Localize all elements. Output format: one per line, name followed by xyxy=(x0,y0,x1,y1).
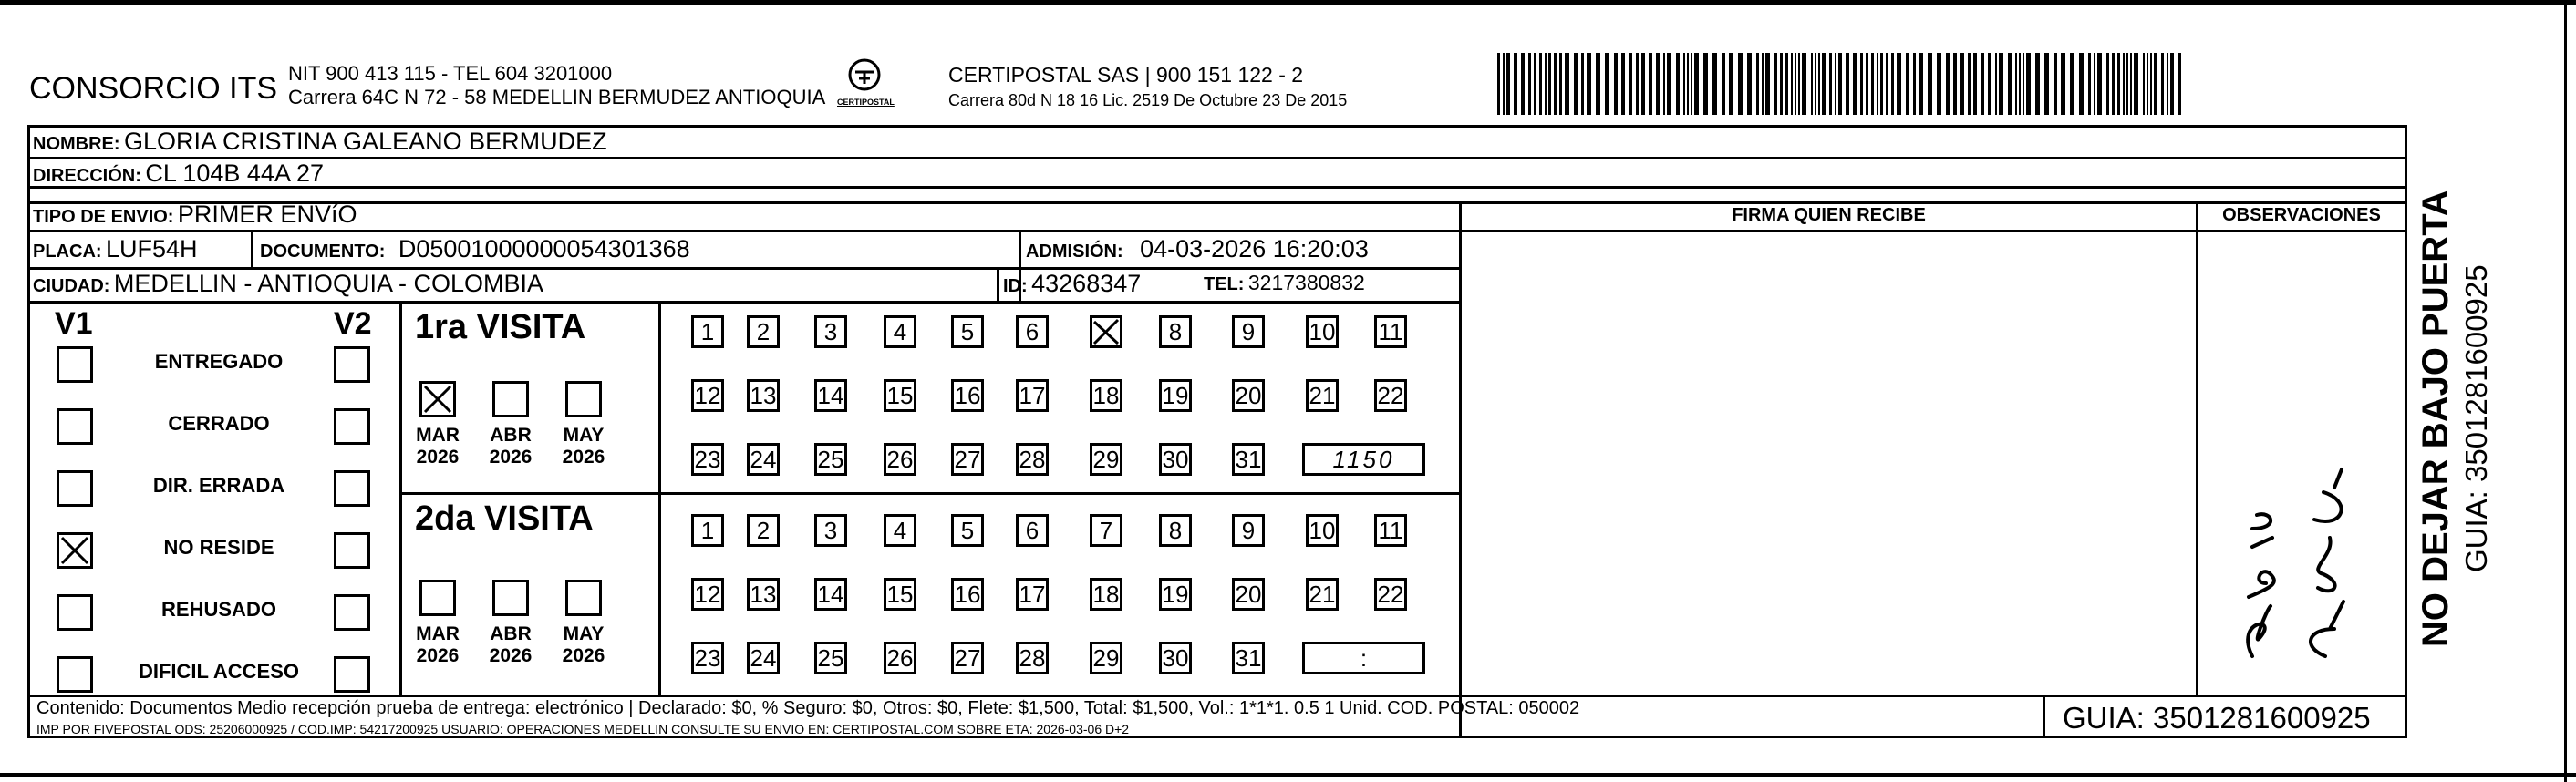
day-box[interactable]: 11 xyxy=(1374,514,1407,547)
status-divider xyxy=(399,301,402,697)
form-left-line xyxy=(27,125,30,738)
day-box[interactable]: 12 xyxy=(691,578,724,611)
day-box[interactable]: 28 xyxy=(1016,443,1049,476)
barcode-bar xyxy=(1877,53,1878,115)
handwritten-signature xyxy=(2216,401,2380,674)
barcode-bar xyxy=(1937,53,1941,115)
month-label xyxy=(483,425,538,468)
footer-top-line xyxy=(27,695,2407,697)
barcode-bar xyxy=(1656,53,1660,115)
side-warning: NO DEJAR BAJO PUERTA xyxy=(2416,190,2456,647)
day-box[interactable]: 26 xyxy=(884,443,916,476)
barcode-bar xyxy=(1756,53,1759,115)
day-box[interactable]: 18 xyxy=(1090,379,1122,412)
barcode-bar xyxy=(1534,53,1536,115)
day-box[interactable]: 14 xyxy=(814,379,847,412)
month-year: 2026 xyxy=(489,645,533,666)
barcode-bar xyxy=(1497,53,1500,115)
city-field xyxy=(33,270,543,298)
month-name: MAY xyxy=(563,623,605,644)
name-value: GLORIA CRISTINA GALEANO BERMUDEZ xyxy=(124,128,607,155)
day-box[interactable]: 16 xyxy=(951,578,984,611)
barcode-bar xyxy=(2008,53,2012,115)
footer-print-info: IMP POR FIVEPOSTAL ODS: 25206000925 / COD.IMP: 54217200925 USUARIO: OPERACIONES MEDELLIN CONSULTE SU ENVIO EN: CERTIPOSTAL.COM SOBRE ETA: 2026-03-06 D+2 xyxy=(36,722,1130,736)
day-box[interactable]: 25 xyxy=(814,443,847,476)
barcode-bar xyxy=(2130,53,2132,115)
status-v2-checkbox[interactable] xyxy=(334,532,370,569)
barcode-bar xyxy=(2161,53,2164,115)
barcode-bar xyxy=(1521,53,1525,115)
barcode-bar xyxy=(1891,53,1894,115)
barcode-bar xyxy=(2106,53,2109,115)
month-checkbox[interactable] xyxy=(492,381,529,417)
row-line-4 xyxy=(27,230,2407,232)
status-v2-checkbox[interactable] xyxy=(334,594,370,631)
status-v1-checkbox[interactable] xyxy=(57,594,93,631)
barcode-bar xyxy=(2035,53,2040,115)
day-box[interactable]: 15 xyxy=(884,578,916,611)
day-box[interactable]: 17 xyxy=(1016,578,1049,611)
barcode-bar xyxy=(1866,53,1868,115)
visits-divider xyxy=(399,492,1461,495)
row-line-2 xyxy=(27,186,2407,189)
barcode-bar xyxy=(1818,53,1820,115)
city-value: MEDELLIN - ANTIOQUIA - COLOMBIA xyxy=(113,270,543,297)
day-box[interactable]: 8 xyxy=(1159,315,1192,348)
status-v2-checkbox[interactable] xyxy=(334,408,370,445)
day-box[interactable]: 1 xyxy=(691,315,724,348)
carrier-license: Carrera 80d N 18 16 Lic. 2519 De Octubre 23 De 2015 xyxy=(948,91,1348,109)
barcode-bar xyxy=(1539,53,1542,115)
barcode-bar xyxy=(2094,53,2095,115)
plate-divider xyxy=(251,230,253,267)
day-box[interactable]: 29 xyxy=(1090,443,1122,476)
barcode-bar xyxy=(2088,53,2091,115)
barcode-bar xyxy=(1747,53,1752,115)
status-v2-checkbox[interactable] xyxy=(334,346,370,383)
barcode-bar xyxy=(1605,53,1609,115)
barcode-bar xyxy=(2054,53,2057,115)
barcode-bar xyxy=(1880,53,1883,115)
barcode-bar xyxy=(1762,53,1764,115)
day-box[interactable]: 12 xyxy=(691,379,724,412)
company-info xyxy=(288,62,825,109)
send-type-label: TIPO DE ENVIO: xyxy=(33,207,174,227)
barcode-bar xyxy=(1565,53,1569,115)
barcode-bar xyxy=(1968,53,1971,115)
barcode-bar xyxy=(1703,53,1708,115)
barcode-bar xyxy=(1676,53,1680,115)
day-box[interactable]: 25 xyxy=(814,642,847,674)
carrier-info xyxy=(948,62,1347,113)
barcode-bar xyxy=(1897,53,1901,115)
day-box[interactable]: 5 xyxy=(951,315,984,348)
logo-text: CERTIPOSTAL xyxy=(837,98,895,107)
carrier-name: CERTIPOSTAL SAS | 900 151 122 - 2 xyxy=(948,63,1304,87)
barcode-bar xyxy=(2023,53,2024,115)
tel-label: TEL: xyxy=(1204,274,1245,294)
barcode-bar xyxy=(2079,53,2084,115)
day-box[interactable]: 8 xyxy=(1159,514,1192,547)
id-label: ID: xyxy=(1003,276,1028,296)
day-box[interactable]: 19 xyxy=(1159,379,1192,412)
day-box[interactable]: 1 xyxy=(691,514,724,547)
barcode-bar xyxy=(2070,53,2074,115)
barcode-bar xyxy=(1838,53,1842,115)
row-line-6 xyxy=(27,301,1461,304)
day-box[interactable]: 23 xyxy=(691,443,724,476)
document-field xyxy=(260,235,690,263)
day-box[interactable]: 6 xyxy=(1016,315,1049,348)
barcode-bar xyxy=(2134,53,2138,115)
day-box[interactable]: 27 xyxy=(951,443,984,476)
month-year: 2026 xyxy=(562,645,605,666)
barcode-bar xyxy=(1815,53,1816,115)
day-box[interactable]: 19 xyxy=(1159,578,1192,611)
barcode-bar xyxy=(2143,53,2145,115)
day-box[interactable]: 7 xyxy=(1090,514,1122,547)
month-name: ABR xyxy=(490,623,532,644)
day-box[interactable]: 13 xyxy=(747,379,780,412)
barcode-bar xyxy=(2167,53,2168,115)
address-label: DIRECCIÓN: xyxy=(33,166,141,186)
barcode-bar xyxy=(1995,53,1997,115)
id-value: 43268347 xyxy=(1031,270,1142,297)
send-type-row xyxy=(33,201,357,229)
day-box[interactable]: 20 xyxy=(1232,578,1265,611)
day-box[interactable]: 31 xyxy=(1232,443,1265,476)
barcode-bar xyxy=(1729,53,1733,115)
right-edge-line xyxy=(2564,0,2567,782)
day-box[interactable]: 10 xyxy=(1306,514,1339,547)
barcode-bar xyxy=(1802,53,1806,115)
day-box[interactable]: 2 xyxy=(747,514,780,547)
barcode-bar xyxy=(1683,53,1685,115)
month-checkbox[interactable] xyxy=(419,381,456,417)
barcode-bar xyxy=(1691,53,1692,115)
barcode-bar xyxy=(1780,53,1783,115)
day-box[interactable]: 21 xyxy=(1306,379,1339,412)
month-year: 2026 xyxy=(416,645,460,666)
status-v1-checkbox[interactable] xyxy=(57,346,93,383)
top-edge-line xyxy=(0,0,2576,5)
name-label: NOMBRE: xyxy=(33,134,120,154)
barcode-bar xyxy=(1846,53,1849,115)
status-label: ENTREGADO xyxy=(154,350,284,373)
visit-1-title: 1ra VISITA xyxy=(415,308,586,346)
time-box[interactable]: 1150 xyxy=(1302,443,1425,476)
barcode-bar xyxy=(2154,53,2157,115)
status-v2-checkbox[interactable] xyxy=(334,470,370,507)
barcode-bar xyxy=(1795,53,1796,115)
barcode-bar xyxy=(1853,53,1857,115)
barcode-bar xyxy=(2097,53,2102,115)
admission-value: 04-03-2026 16:20:03 xyxy=(1140,235,1369,262)
bottom-edge-line xyxy=(0,773,2576,777)
admission-field xyxy=(1026,235,1369,263)
barcode-bar xyxy=(1614,53,1618,115)
barcode-bar xyxy=(1811,53,1813,115)
barcode-bar xyxy=(2019,53,2021,115)
barcode-bar xyxy=(2123,53,2125,115)
day-box[interactable]: 10 xyxy=(1306,315,1339,348)
month-name: MAR xyxy=(416,425,460,446)
day-box[interactable]: 11 xyxy=(1374,315,1407,348)
status-label: DIR. ERRADA xyxy=(152,474,285,497)
barcode-bar xyxy=(1581,53,1584,115)
barcode-bar xyxy=(1835,53,1836,115)
barcode-bar xyxy=(1629,53,1632,115)
barcode-bar xyxy=(2117,53,2120,115)
barcode-bar xyxy=(2044,53,2049,115)
barcode-bar xyxy=(1871,53,1874,115)
barcode-bar xyxy=(2126,53,2128,115)
barcode-bar xyxy=(1886,53,1888,115)
barcode-bar xyxy=(1829,53,1832,115)
day-box[interactable]: 6 xyxy=(1016,514,1049,547)
observations-divider xyxy=(2196,201,2198,697)
barcode-bar xyxy=(1545,53,1547,115)
barcode-bar xyxy=(1548,53,1551,115)
barcode-bar xyxy=(1712,53,1717,115)
month-year: 2026 xyxy=(562,447,605,468)
footer-guia: GUIA: 3501281600925 xyxy=(2063,701,2371,735)
status-label: CERRADO xyxy=(168,412,270,435)
tel-field xyxy=(1204,271,1365,295)
day-box[interactable]: 4 xyxy=(884,514,916,547)
barcode-bar xyxy=(1953,53,1957,115)
barcode-bar xyxy=(1791,53,1793,115)
barcode-bar xyxy=(1774,53,1777,115)
barcode-bar xyxy=(2112,53,2115,115)
barcode-bar xyxy=(1596,53,1600,115)
status-v1-checkbox[interactable] xyxy=(57,408,93,445)
month-name: MAY xyxy=(563,425,605,446)
day-box[interactable]: 13 xyxy=(747,578,780,611)
day-box[interactable]: 4 xyxy=(884,315,916,348)
barcode-bar xyxy=(2026,53,2031,115)
day-box[interactable]: 9 xyxy=(1232,514,1265,547)
barcode-bar xyxy=(1506,53,1510,115)
barcode-bar xyxy=(2150,53,2152,115)
day-box[interactable]: 2 xyxy=(747,315,780,348)
day-box[interactable]: 27 xyxy=(951,642,984,674)
send-type-value: PRIMER ENVíO xyxy=(177,201,357,228)
barcode-bar xyxy=(1621,53,1625,115)
barcode-bar xyxy=(1694,53,1699,115)
day-box[interactable]: 29 xyxy=(1090,642,1122,674)
barcode-bar xyxy=(1973,53,1977,115)
barcode-bar xyxy=(1785,53,1788,115)
observations-header: OBSERVACIONES xyxy=(2222,205,2381,225)
barcode-bar xyxy=(1798,53,1800,115)
barcode-bar xyxy=(1960,53,1964,115)
row-line-3 xyxy=(27,201,2407,204)
day-box[interactable]: 14 xyxy=(814,578,847,611)
month-label xyxy=(410,425,465,468)
day-box[interactable]: 21 xyxy=(1306,578,1339,611)
day-box[interactable]: 26 xyxy=(884,642,916,674)
months-divider xyxy=(658,301,661,697)
day-box[interactable]: 18 xyxy=(1090,578,1122,611)
barcode-bar xyxy=(1636,53,1639,115)
month-checkbox[interactable] xyxy=(565,381,602,417)
logo-icon xyxy=(846,57,883,93)
v2-label: V2 xyxy=(334,306,372,341)
barcode-bar xyxy=(1559,53,1562,115)
month-checkbox[interactable] xyxy=(419,580,456,616)
status-label: DIFICIL ACCESO xyxy=(138,660,299,683)
v1-label: V1 xyxy=(55,306,93,341)
signature-divider xyxy=(1459,201,1462,738)
barcode-bar xyxy=(1514,53,1517,115)
day-box[interactable] xyxy=(1090,315,1122,348)
barcode-bar xyxy=(1981,53,1984,115)
day-box[interactable]: 5 xyxy=(951,514,984,547)
day-box[interactable]: 3 xyxy=(814,315,847,348)
barcode-bar xyxy=(1860,53,1863,115)
month-label xyxy=(556,623,611,667)
barcode-bar xyxy=(1663,53,1665,115)
barcode-bar xyxy=(1919,53,1923,115)
barcode-bar xyxy=(1667,53,1671,115)
barcode-bar xyxy=(1822,53,1826,115)
month-name: ABR xyxy=(490,425,532,446)
footer-divider xyxy=(2043,695,2045,738)
id-field xyxy=(1003,270,1141,298)
barcode-bar xyxy=(1765,53,1770,115)
status-v2-checkbox[interactable] xyxy=(334,656,370,693)
address-value: CL 104B 44A 27 xyxy=(145,159,325,187)
status-v1-checkbox[interactable] xyxy=(57,532,93,569)
barcode-bar xyxy=(2170,53,2174,115)
barcode-bar xyxy=(1503,53,1505,115)
row-line-1 xyxy=(27,157,2407,159)
day-box[interactable]: 31 xyxy=(1232,642,1265,674)
day-box[interactable]: 24 xyxy=(747,443,780,476)
barcode-bar xyxy=(2061,53,2065,115)
name-row xyxy=(33,128,607,156)
barcode-bar xyxy=(1928,53,1932,115)
barcode xyxy=(1497,53,2181,115)
x-mark-icon xyxy=(422,384,453,415)
month-label xyxy=(556,425,611,468)
visit-2-title: 2da VISITA xyxy=(415,499,594,538)
month-name: MAR xyxy=(416,623,460,644)
day-box[interactable]: 22 xyxy=(1374,578,1407,611)
status-label: REHUSADO xyxy=(161,598,276,621)
day-box[interactable]: 23 xyxy=(691,642,724,674)
barcode-bar xyxy=(1641,53,1645,115)
day-box[interactable]: 3 xyxy=(814,514,847,547)
side-guia: GUIA: 3501281600925 xyxy=(2459,264,2493,572)
tel-value: 3217380832 xyxy=(1247,271,1365,294)
day-box[interactable]: 16 xyxy=(951,379,984,412)
month-checkbox[interactable] xyxy=(492,580,529,616)
x-mark-icon xyxy=(59,535,90,566)
plate-label: PLACA: xyxy=(33,242,102,262)
month-year: 2026 xyxy=(489,447,533,468)
day-box[interactable]: 28 xyxy=(1016,642,1049,674)
barcode-bar xyxy=(1649,53,1652,115)
barcode-bar xyxy=(1722,53,1725,115)
status-v1-checkbox[interactable] xyxy=(57,470,93,507)
day-box[interactable]: 9 xyxy=(1232,315,1265,348)
barcode-bar xyxy=(2178,53,2181,115)
document-label: DOCUMENTO: xyxy=(260,242,386,262)
barcode-bar xyxy=(1913,53,1916,115)
time-box[interactable]: : xyxy=(1302,642,1425,674)
certipostal-logo xyxy=(837,57,895,107)
day-box[interactable]: 20 xyxy=(1232,379,1265,412)
month-label xyxy=(410,623,465,667)
day-box[interactable]: 30 xyxy=(1159,642,1192,674)
day-box[interactable]: 22 xyxy=(1374,379,1407,412)
status-v1-checkbox[interactable] xyxy=(57,656,93,693)
status-label: NO RESIDE xyxy=(163,536,274,559)
day-box[interactable]: 24 xyxy=(747,642,780,674)
barcode-bar xyxy=(1738,53,1743,115)
admission-label: ADMISIÓN: xyxy=(1026,242,1123,262)
barcode-bar xyxy=(1587,53,1591,115)
month-label xyxy=(483,623,538,667)
footer-contents: Contenido: Documentos Medio recepción prueba de entrega: electrónico | Declarado: $0, % Seguro: $0, Otros: $0, Flete: $1,500, Total: $1,500, Vol.: 1*1*1. 0.5 1 Unid. COD. POSTAL: 050002 xyxy=(36,698,1580,718)
signature-header: FIRMA QUIEN RECIBE xyxy=(1732,205,1926,225)
barcode-bar xyxy=(1906,53,1909,115)
barcode-bar xyxy=(1574,53,1578,115)
day-box[interactable]: 30 xyxy=(1159,443,1192,476)
barcode-bar xyxy=(2015,53,2017,115)
barcode-bar xyxy=(1999,53,2003,115)
month-year: 2026 xyxy=(416,447,460,468)
barcode-bar xyxy=(1528,53,1531,115)
barcode-bar xyxy=(1687,53,1689,115)
form-right-line xyxy=(2405,125,2407,738)
address-row xyxy=(33,159,324,188)
x-mark-icon xyxy=(1092,318,1120,345)
barcode-bar xyxy=(1554,53,1557,115)
barcode-bar xyxy=(1946,53,1950,115)
month-checkbox[interactable] xyxy=(565,580,602,616)
barcode-bar xyxy=(1988,53,1991,115)
company-name: CONSORCIO ITS xyxy=(29,71,278,106)
company-address: Carrera 64C N 72 - 58 MEDELLIN BERMUDEZ ANTIOQUIA xyxy=(288,86,826,108)
city-label: CIUDAD: xyxy=(33,276,110,296)
plate-field xyxy=(33,235,198,263)
company-nit: NIT 900 413 115 - TEL 604 3201000 xyxy=(288,62,613,85)
document-value: D05001000000054301368 xyxy=(398,235,690,262)
barcode-bar xyxy=(2147,53,2148,115)
day-box[interactable]: 17 xyxy=(1016,379,1049,412)
day-box[interactable]: 15 xyxy=(884,379,916,412)
plate-value: LUF54H xyxy=(106,235,198,262)
id-divider xyxy=(997,267,999,301)
